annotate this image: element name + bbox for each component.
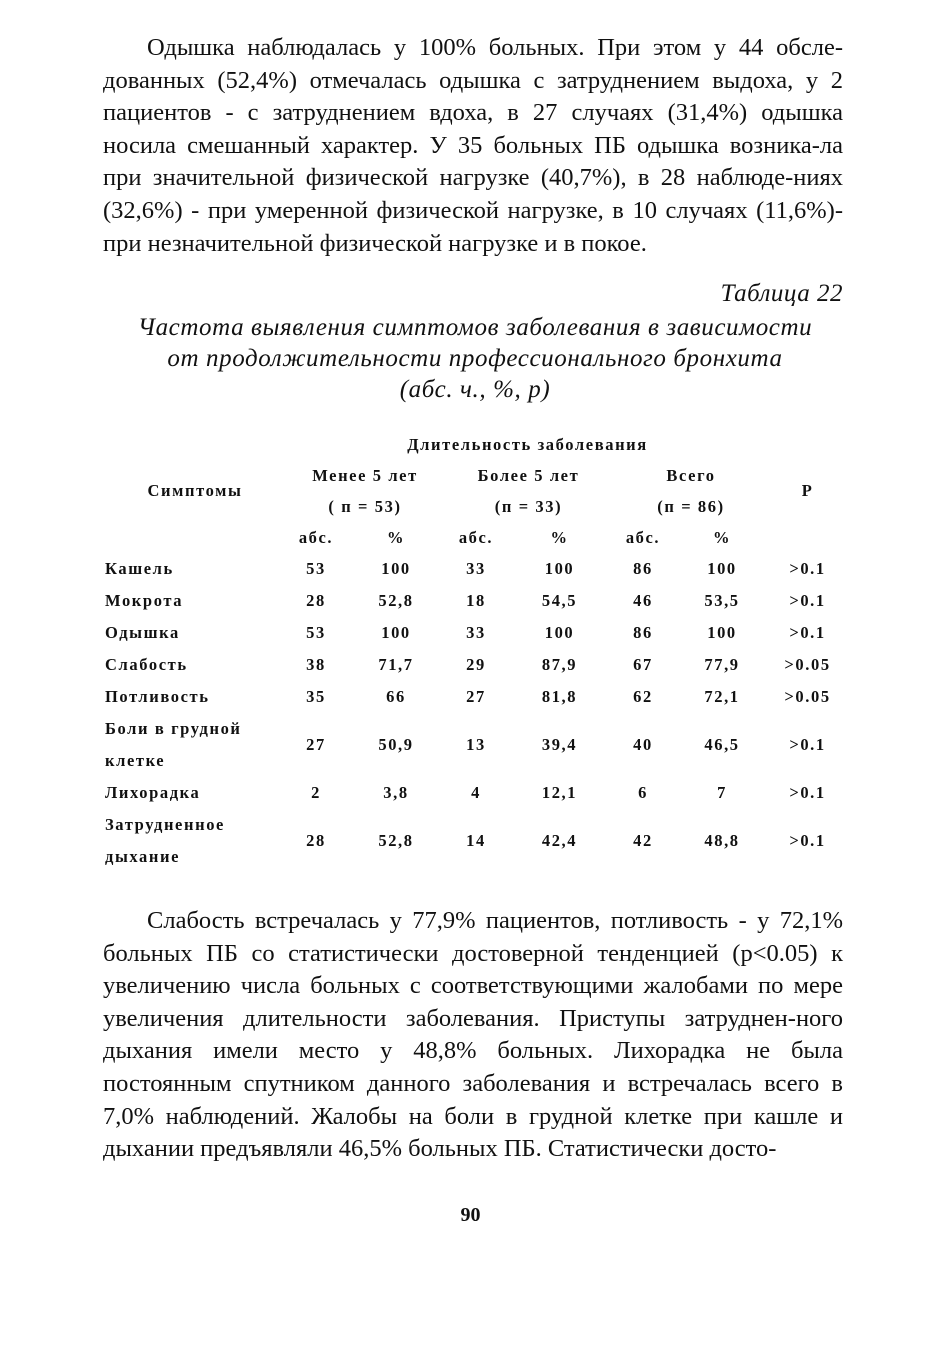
table-cell: 86	[633, 559, 653, 578]
table-cell: 6	[638, 783, 648, 802]
page-number: 90	[460, 1204, 481, 1226]
symptoms-header: Симптомы	[147, 481, 243, 500]
table-label: Таблица 22	[720, 280, 843, 307]
table-cell: 3,8	[383, 783, 409, 802]
table-cell: 87,9	[541, 655, 578, 674]
table-cell: 53,5	[704, 591, 740, 610]
table-row	[105, 649, 845, 681]
p-value: >0.05	[784, 687, 831, 706]
table-cell: 62	[633, 687, 653, 706]
table-cell: 71,7	[378, 655, 414, 674]
table-cell: 38	[306, 655, 326, 674]
table-cell: 50,9	[378, 735, 414, 754]
symptom-name: Лихорадка	[105, 783, 201, 802]
table-cell: 39,4	[541, 735, 578, 754]
table-cell: 27	[306, 735, 326, 754]
table-cell: 46	[633, 591, 653, 610]
table-cell: 48,8	[704, 831, 740, 850]
table-cell: 33	[466, 623, 486, 642]
symptom-name: Одышка	[105, 623, 180, 642]
symptom-name: Кашель	[105, 559, 174, 578]
table-cell: 100	[381, 623, 411, 642]
table-cell: 40	[633, 735, 653, 754]
paragraph-dyspnea	[103, 32, 843, 260]
table-row	[105, 809, 845, 873]
table-caption-line-3: (абс. ч., %, р)	[399, 376, 551, 403]
table-cell: 28	[306, 831, 326, 850]
group-more-5-header: Более 5 лет	[477, 465, 580, 485]
table-cell: 13	[466, 735, 486, 754]
group-total-header: Всего	[666, 465, 716, 485]
table-cell: 29	[466, 655, 486, 674]
table-row	[105, 553, 845, 585]
table-cell: 7	[717, 783, 727, 802]
group-more-5-n: (п = 33)	[494, 496, 563, 516]
group-total-n: (п = 86)	[657, 496, 725, 516]
p-value: >0.1	[789, 831, 826, 850]
paragraph-weakness	[103, 905, 843, 1166]
abs-header: абс.	[625, 527, 661, 547]
group-less-5-header: Менее 5 лет	[312, 465, 418, 485]
p-value: >0.05	[784, 655, 831, 674]
table-cell: 42,4	[541, 831, 578, 850]
pct-header: %	[712, 527, 732, 547]
duration-header: Длительность заболевания	[407, 434, 648, 454]
p-value: >0.1	[789, 623, 826, 642]
table-cell: 100	[544, 623, 575, 642]
pct-header: %	[386, 527, 406, 547]
table-cell: 100	[707, 623, 737, 642]
table-cell: 28	[306, 591, 326, 610]
table-cell: 14	[466, 831, 486, 850]
table-cell: 35	[306, 687, 326, 706]
p-header: Р	[801, 481, 814, 500]
symptoms-table	[105, 429, 845, 873]
table-cell: 2	[311, 783, 321, 802]
abs-header: абс.	[298, 527, 334, 547]
table-cell: 66	[386, 687, 406, 706]
table-cell: 77,9	[704, 655, 740, 674]
table-cell: 18	[466, 591, 486, 610]
table-cell: 46,5	[704, 735, 740, 754]
table-cell: 81,8	[541, 687, 578, 706]
p-value: >0.1	[789, 591, 826, 610]
table-row	[105, 777, 845, 809]
table-caption-line-2: от продолжительности профессионального бронхита	[167, 345, 783, 372]
abs-header: абс.	[458, 527, 494, 547]
group-less-5-n: ( п = 53)	[328, 496, 402, 516]
table-cell: 52,8	[378, 831, 414, 850]
paragraph-dyspnea-text: Одышка наблюдалась у 100% больных. При этом у 44 обсле-дованных (52,4%) отмечалась одышка с затруднением выдоха, у 2 пациентов - с затруднением вдоха, в 27 случаях (31,4%) одышка носила смешанный характер. У 35 больных ПБ одышка возника-ла при значительной физической нагрузке (40,7%), в 28 наблюде-ниях (32,6%) - при умеренной физической нагрузке, в 10 случаях (11,6%)- при незначительной физической нагрузке и в покое.	[103, 34, 843, 257]
symptom-name: Боли в грудной клетке	[105, 719, 242, 770]
table-row	[105, 681, 845, 713]
table-row	[105, 585, 845, 617]
table-cell: 86	[633, 623, 653, 642]
table-cell: 100	[381, 559, 411, 578]
p-value: >0.1	[789, 559, 826, 578]
table-cell: 100	[707, 559, 737, 578]
symptom-name: Затрудненное дыхание	[105, 815, 225, 866]
header-row-duration	[105, 429, 845, 460]
table-cell: 53	[306, 559, 326, 578]
table-cell: 42	[633, 831, 653, 850]
table-caption-line-1: Частота выявления симптомов заболевания в зависимости	[137, 314, 813, 341]
table-cell: 33	[466, 559, 486, 578]
header-row-units	[105, 522, 845, 553]
p-value: >0.1	[789, 783, 826, 802]
paragraph-weakness-text: Слабость встречалась у 77,9% пациентов, потливость - у 72,1% больных ПБ со статистически достоверной тенденцией (р<0.05) к увеличению числа больных с соответствующими жалобами по мере увеличения длительности заболевания. Приступы затруднен-ного дыхания имели место у 48,8% больных. Лихорадка не была постоянным спутником данного заболевания и встречалась всего в 7,0% наблюдений. Жалобы на боли в грудной клетке при кашле и дыхании предъявляли 46,5% больных ПБ. Статистически досто-	[103, 907, 843, 1163]
symptom-name: Мокрота	[105, 591, 184, 610]
table-cell: 72,1	[704, 687, 740, 706]
table-row	[105, 713, 845, 777]
table-row	[105, 617, 845, 649]
p-value: >0.1	[789, 735, 826, 754]
symptom-name: Потливость	[105, 687, 210, 706]
table-caption	[90, 312, 860, 405]
table-cell: 54,5	[541, 591, 578, 610]
table-cell: 67	[633, 655, 653, 674]
table-cell: 100	[544, 559, 575, 578]
table-cell: 53	[306, 623, 326, 642]
table-cell: 27	[466, 687, 486, 706]
symptom-name: Слабость	[105, 655, 188, 674]
table-cell: 52,8	[378, 591, 414, 610]
header-row-groups	[105, 460, 845, 491]
pct-header: %	[550, 527, 569, 547]
table-cell: 4	[471, 783, 481, 802]
table-cell: 12,1	[541, 783, 578, 802]
